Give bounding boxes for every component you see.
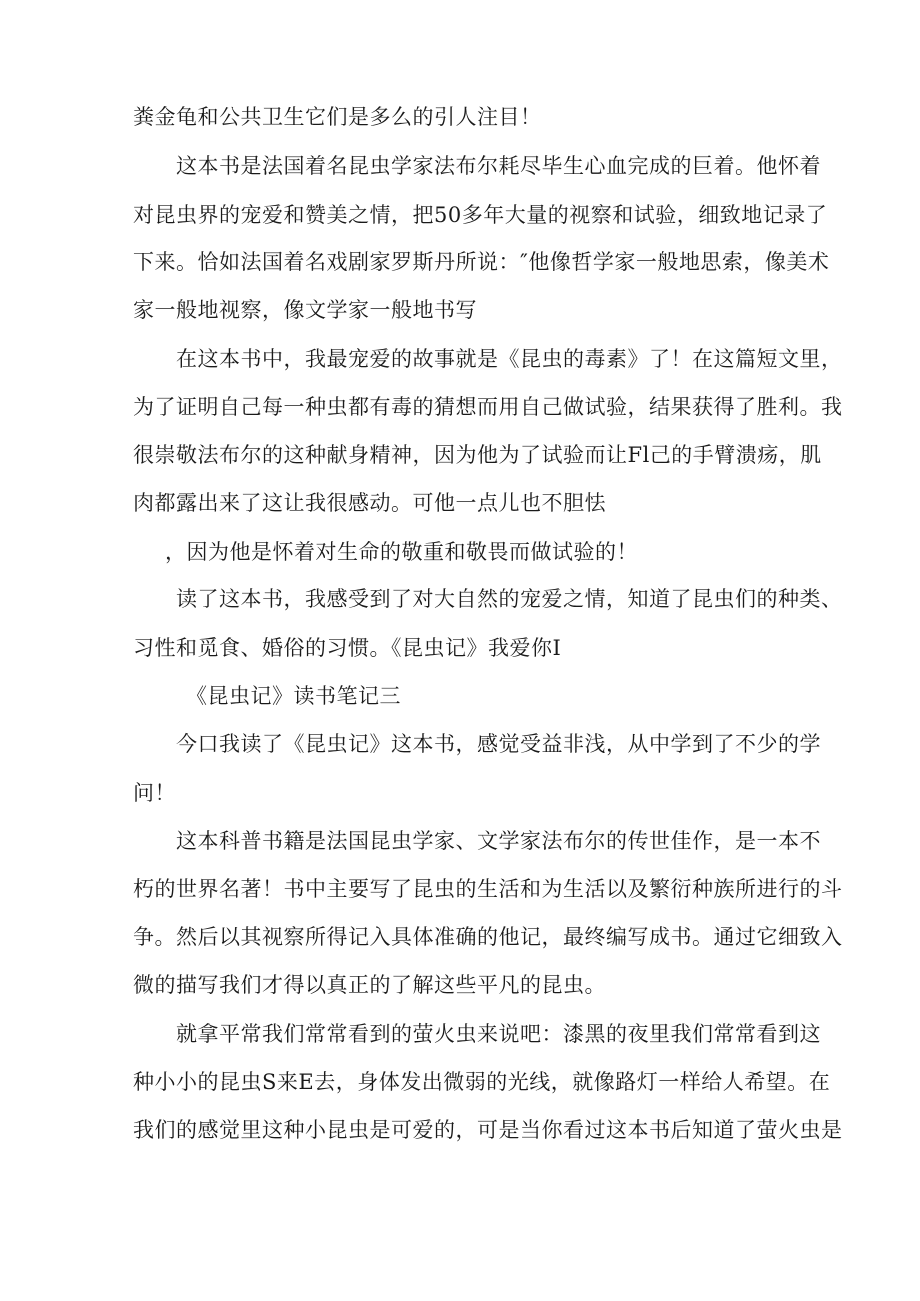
text-line: 家一般地视察，像文学家一般地书写 (133, 298, 477, 322)
paragraph-start-line: 读了这本书，我感受到了对大自然的宠爱之情，知道了昆虫们的种类、 (176, 587, 843, 611)
paragraph-start-line: 就拿平常我们常常看到的萤火虫来说吧：漆黑的夜里我们常常看到这 (176, 1022, 821, 1046)
text-line: 下来。恰如法国着名戏剧家罗斯丹所说：″他像哲学家一般地思索，像美术 (133, 250, 830, 274)
text-line: 肉都露出来了这让我很感动。可他一点儿也不胆怯 (133, 491, 606, 515)
text-line: ，因为他是怀着对生命的敬重和敬畏而做试验的！ (165, 540, 638, 564)
text-line: 粪金龟和公共卫生它们是多么的引人注目！ (133, 105, 542, 129)
paragraph-start-line: 这本科普书籍是法国昆虫学家、文学家法布尔的传世佳作，是一本不 (176, 829, 821, 853)
paragraph-start-line: 在这本书中，我最宠爱的故事就是《昆虫的毒素》了！在这篇短文里， (176, 347, 843, 371)
section-heading: 《昆虫记》读书笔记三 (186, 684, 401, 708)
text-line: 为了证明自己每一种虫都有毒的猜想而用自己做试验，结果获得了胜利。我 (133, 395, 843, 419)
text-line: 习性和觅食、婚俗的习惯。《昆虫记》我爱你I (133, 636, 562, 660)
text-line: 微的描写我们才得以真正的了解这些平凡的昆虫。 (133, 973, 606, 997)
text-line: 问！ (133, 781, 176, 805)
text-line: 种小小的昆虫S来E去，身体发出微弱的光线，就像路灯一样给人希望。在 (133, 1070, 831, 1094)
text-line: 我们的感觉里这种小昆虫是可爱的，可是当你看过这本书后知道了萤火虫是 (133, 1118, 843, 1142)
text-line: 争。然后以其视察所得记入具体准确的他记，最终编写成书。通过它细致入 (133, 925, 843, 949)
text-line: 很崇敬法布尔的这种献身精神，因为他为了试验而让Fl己的手臂溃疡，肌 (133, 443, 822, 467)
text-line: 对昆虫界的宠爱和赞美之情，把50多年大量的视察和试验，细致地记录了 (133, 203, 828, 227)
text-line: 朽的世界名著！书中主要写了昆虫的生活和为生活以及繁衍种族所进行的斗 (133, 877, 843, 901)
paragraph-start-line: 这本书是法国着名昆虫学家法布尔耗尽毕生心血完成的巨着。他怀着 (176, 154, 821, 178)
paragraph-start-line: 今口我读了《昆虫记》这本书，感觉受益非浅，从中学到了不少的学 (176, 732, 821, 756)
